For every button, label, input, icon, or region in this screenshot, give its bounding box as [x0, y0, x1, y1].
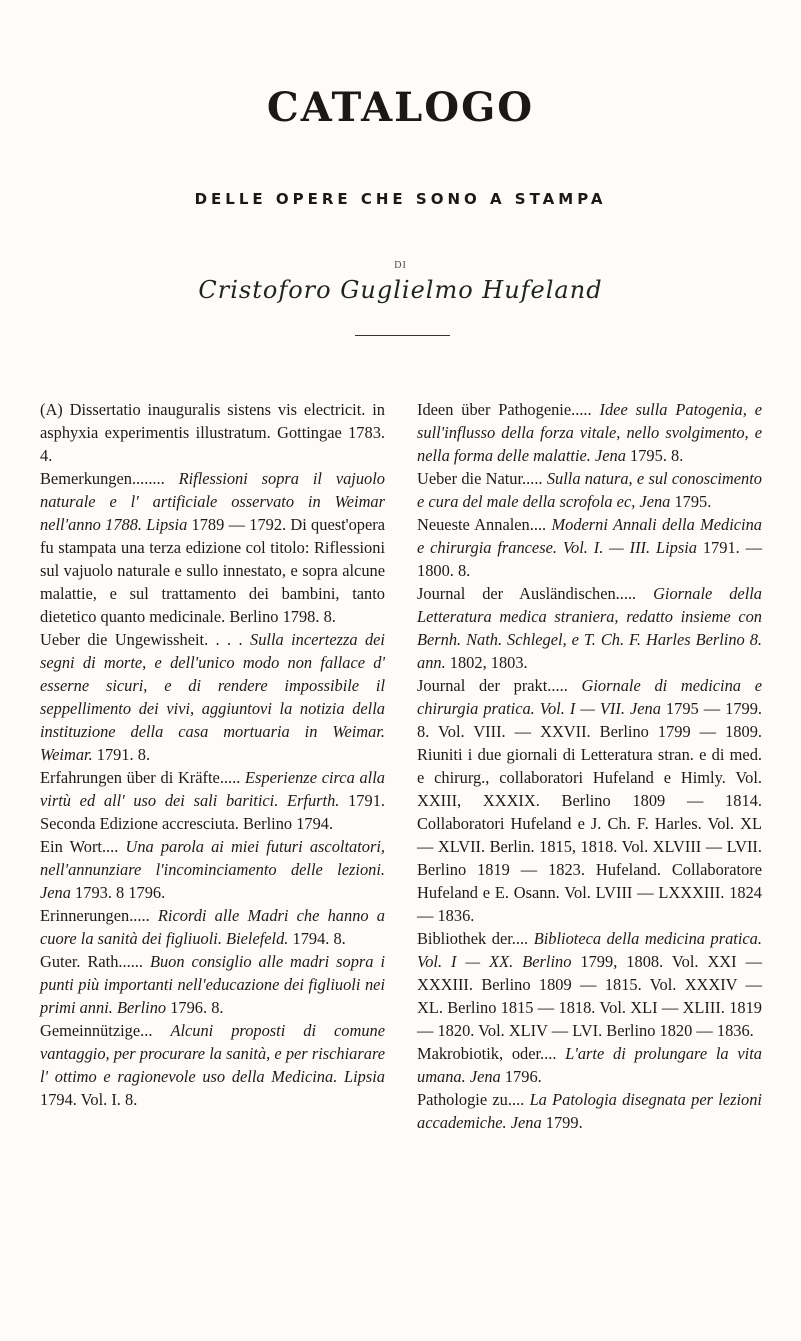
entry-original-title: Journal der prakt..... — [417, 676, 582, 695]
entry-italian-title: Alcuni proposti di comune vantaggio, per procurare la sanità, e per rischiarare l' ottimo e ragionevole uso della Medicina. Lipsia — [40, 1021, 385, 1086]
catalog-entry — [40, 950, 385, 1019]
catalog-entry — [40, 904, 385, 950]
entry-original-title: (A) Dissertatio inauguralis sistens vis electricit. in asphyxia experimentis illustratum. Gottingae 1783. 4. — [40, 400, 385, 465]
entry-original-title: Gemeinnützige... — [40, 1021, 171, 1040]
entry-italian-title: L'arte di prolungare la vita umana. Jena — [417, 1044, 762, 1086]
catalog-entry — [417, 467, 762, 513]
catalog-entry — [417, 674, 762, 927]
entry-original-title: Ideen über Pathogenie..... — [417, 400, 600, 419]
entry-original-title: Neueste Annalen.... — [417, 515, 552, 534]
entry-details: 1796. 8. — [166, 998, 224, 1017]
entry-original-title: Ein Wort.... — [40, 837, 126, 856]
entry-original-title: Ueber die Ungewissheit. . . . — [40, 630, 251, 649]
entry-details: 1799. — [541, 1113, 583, 1132]
entry-details: 1799, 1808. Vol. XXI — XXXIII. Berlino 1809 — 1815. Vol. XXXIV — XL. Berlino 1815 — 1818. Vol. XLI — XLIII. 1819 — 1820. Vol. XLIV — LVI. Berlino 1820 — 1836. — [417, 952, 763, 1040]
entry-italian-title: La Patologia disegnata per lezioni accademiche. Jena — [417, 1090, 762, 1132]
entry-details: 1795. — [670, 492, 712, 511]
entry-original-title: Erinnerungen..... — [40, 906, 158, 925]
entry-details: 1794. 8. — [288, 929, 346, 948]
entry-details: 1789 — 1792. Di quest'opera fu stampata una terza edizione col titolo: Riflessioni sul vajuolo naturale e sullo innestato, e sopra alcune malattie, e sul trattamento dei bambini, tanto dietetico quanto medicinale. Berlino 1798. 8. — [40, 515, 385, 626]
catalog-entry — [417, 1088, 762, 1134]
entry-italian-title: Esperienze circa alla virtù ed all' uso dei sali baritici. Erfurth. — [40, 768, 385, 810]
entry-italian-title: Sulla incertezza dei segni di morte, e dell'unico modo non fallace d' esserne sicuri, e di rendere impossibile il seppellimento dei vivi, aggiuntovi la notizia della instituzione della casa mortuaria in Weimar. Weimar. — [40, 630, 385, 764]
catalog-entry — [417, 398, 762, 467]
entry-original-title: Erfahrungen über di Kräfte..... — [40, 768, 246, 787]
right-column — [417, 398, 762, 1134]
entry-details: 1802, 1803. — [445, 653, 528, 672]
entry-original-title: Pathologie zu.... — [417, 1090, 530, 1109]
entry-original-title: Guter. Rath...... — [40, 952, 150, 971]
entry-italian-title: Buon consiglio alle madri sopra i punti più importanti nell'educazione dei figliuoli nei primi anni. Berlino — [40, 952, 386, 1017]
entry-details: 1795 — 1799. 8. Vol. VIII. — XXVII. Berlino 1799 — 1809. Riuniti i due giornali di Letteratura stran. e di med. e chirurg., collaboratori Hufeland e Himly. Vol. XXIII, XXXIX. Berlino 1809 — 1814. Collaboratori Hufeland e J. Ch. F. Harles. Vol. XL — XLVII. Berlin. 1815, 1818. Vol. XLVIII — LVII. Berlino 1819 — 1823. Hufeland. Collaboratore Hufeland e E. Osann. Vol. LVIII — LXXXIII. 1824 — 1836. — [417, 699, 763, 925]
author-name: Cristoforo Guglielmo Hufeland — [198, 276, 603, 304]
catalog-entry — [417, 1042, 762, 1088]
catalog-entry — [40, 1019, 385, 1111]
entry-italian-title: Giornale di medicina e chirurgia pratica. Vol. I — VII. Jena — [417, 676, 762, 718]
entry-original-title: Makrobiotik, oder.... — [417, 1044, 566, 1063]
by-label: DI — [394, 260, 407, 271]
entry-italian-title: Idee sulla Patogenia, e sull'influsso della forza vitale, nello svolgimento, e nella forma delle malattie. Jena — [417, 400, 762, 465]
entry-details: 1795. 8. — [625, 446, 684, 465]
entry-details: 1796. — [500, 1067, 542, 1086]
entry-italian-title: Giornale della Letteratura medica straniera, redatto insieme con Bernh. Nath. Schlegel, e T. Ch. F. Harles Berlino 8. ann. — [417, 584, 762, 672]
catalog-entry — [417, 582, 762, 674]
page-title: CATALOGO — [266, 84, 535, 131]
title-divider — [355, 335, 450, 336]
left-column — [40, 398, 385, 1111]
entry-italian-title: Biblioteca della medicina pratica. Vol. I — XX. Berlino — [417, 929, 762, 971]
entry-details: 1794. Vol. I. 8. — [40, 1090, 138, 1109]
entry-details: 1791. Seconda Edizione accresciuta. Berlino 1794. — [40, 791, 385, 833]
catalog-entry — [40, 628, 385, 766]
entry-original-title: Journal der Ausländischen..... — [417, 584, 654, 603]
entry-italian-title: Moderni Annali della Medicina e chirurgia francese. Vol. I. — III. Lipsia — [417, 515, 762, 557]
entry-original-title: Bibliothek der.... — [417, 929, 534, 948]
catalog-entry — [417, 513, 762, 582]
entry-details: 1791. 8. — [92, 745, 151, 764]
catalog-entry — [40, 835, 385, 904]
catalog-entry — [40, 398, 385, 467]
entry-italian-title: Sulla natura, e sul conoscimento e cura del male della scrofola ec, Jena — [417, 469, 762, 511]
entry-italian-title: Una parola ai miei futuri ascoltatori, nell'annunziare l'incominciamento delle lezioni. Jena — [40, 837, 385, 902]
entry-original-title: Bemerkungen........ — [40, 469, 179, 488]
entry-italian-title: Ricordi alle Madri che hanno a cuore la sanità dei figliuoli. Bielefeld. — [40, 906, 385, 948]
catalog-entry — [417, 927, 762, 1042]
page-subtitle: DELLE OPERE CHE SONO A STAMPA — [194, 190, 607, 208]
catalog-entry — [40, 766, 385, 835]
catalog-entry — [40, 467, 385, 628]
entry-original-title: Ueber die Natur..... — [417, 469, 547, 488]
entry-details: 1793. 8 1796. — [70, 883, 166, 902]
entry-details: 1791. — 1800. 8. — [417, 538, 763, 580]
entry-italian-title: Riflessioni sopra il vajuolo naturale e l' artificiale osservato in Weimar nell'anno 1788. Lipsia — [40, 469, 385, 534]
